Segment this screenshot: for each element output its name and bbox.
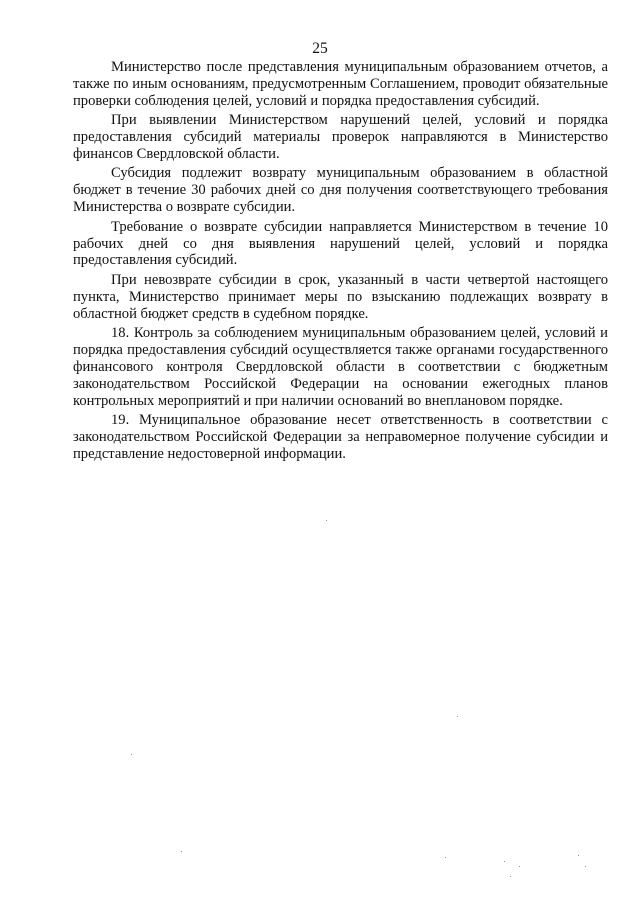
scan-speck: [445, 857, 446, 858]
document-body: [73, 59, 608, 465]
scan-speck: [504, 861, 505, 862]
scan-speck: [585, 866, 586, 867]
scan-speck: [578, 855, 579, 856]
scan-speck: [131, 754, 132, 755]
paragraph-violations-materials: При выявлении Министерством нарушений целей, условий и порядка предоставления субсидий материалы проверок направляются в Министерство финансов Свердловской области.: [73, 112, 608, 163]
paragraph-return-demand: Требование о возврате субсидии направляется Министерством в течение 10 рабочих дней со дня выявления нарушений целей, условий и порядка предоставления субсидий.: [73, 218, 608, 269]
scan-speck: [510, 876, 511, 877]
paragraph-subsidy-return: Субсидия подлежит возврату муниципальным образованием в областной бюджет в течение 30 рабочих дней со дня получения соответствующего требования Министерства о возврате субсидии.: [73, 165, 608, 216]
paragraph-item-19-responsibility: 19. Муниципальное образование несет ответственность в соответствии с законодательством Российской Федерации за неправомерное получение субсидии и представление недостоверной информации.: [73, 412, 608, 462]
page-number: 25: [312, 40, 328, 57]
scan-speck: [181, 851, 182, 852]
paragraph-ministry-checks: Министерство после представления муниципальным образованием отчетов, а также по иным основаниям, предусмотренным Соглашением, проводит обязательные проверки соблюдения целей, условий и порядка предоставления субсидий.: [73, 59, 608, 109]
scan-speck: [519, 866, 520, 867]
paragraph-non-return-measures: При невозврате субсидии в срок, указанный в части четвертой настоящего пункта, Министерство принимает меры по взысканию подлежащих возврату в областной бюджет средств в судебном порядке.: [73, 271, 608, 322]
scan-speck: [457, 716, 458, 717]
scan-speck: [326, 520, 327, 521]
paragraph-item-18-control: 18. Контроль за соблюдением муниципальным образованием целей, условий и порядка предоставления субсидий осуществляется также органами государственного финансового контроля Свердловской области в соответствии с бюджетным законодательством Российской Федерации на основании ежегодных планов контрольных мероприятий и при наличии оснований во внеплановом порядке.: [73, 325, 608, 409]
